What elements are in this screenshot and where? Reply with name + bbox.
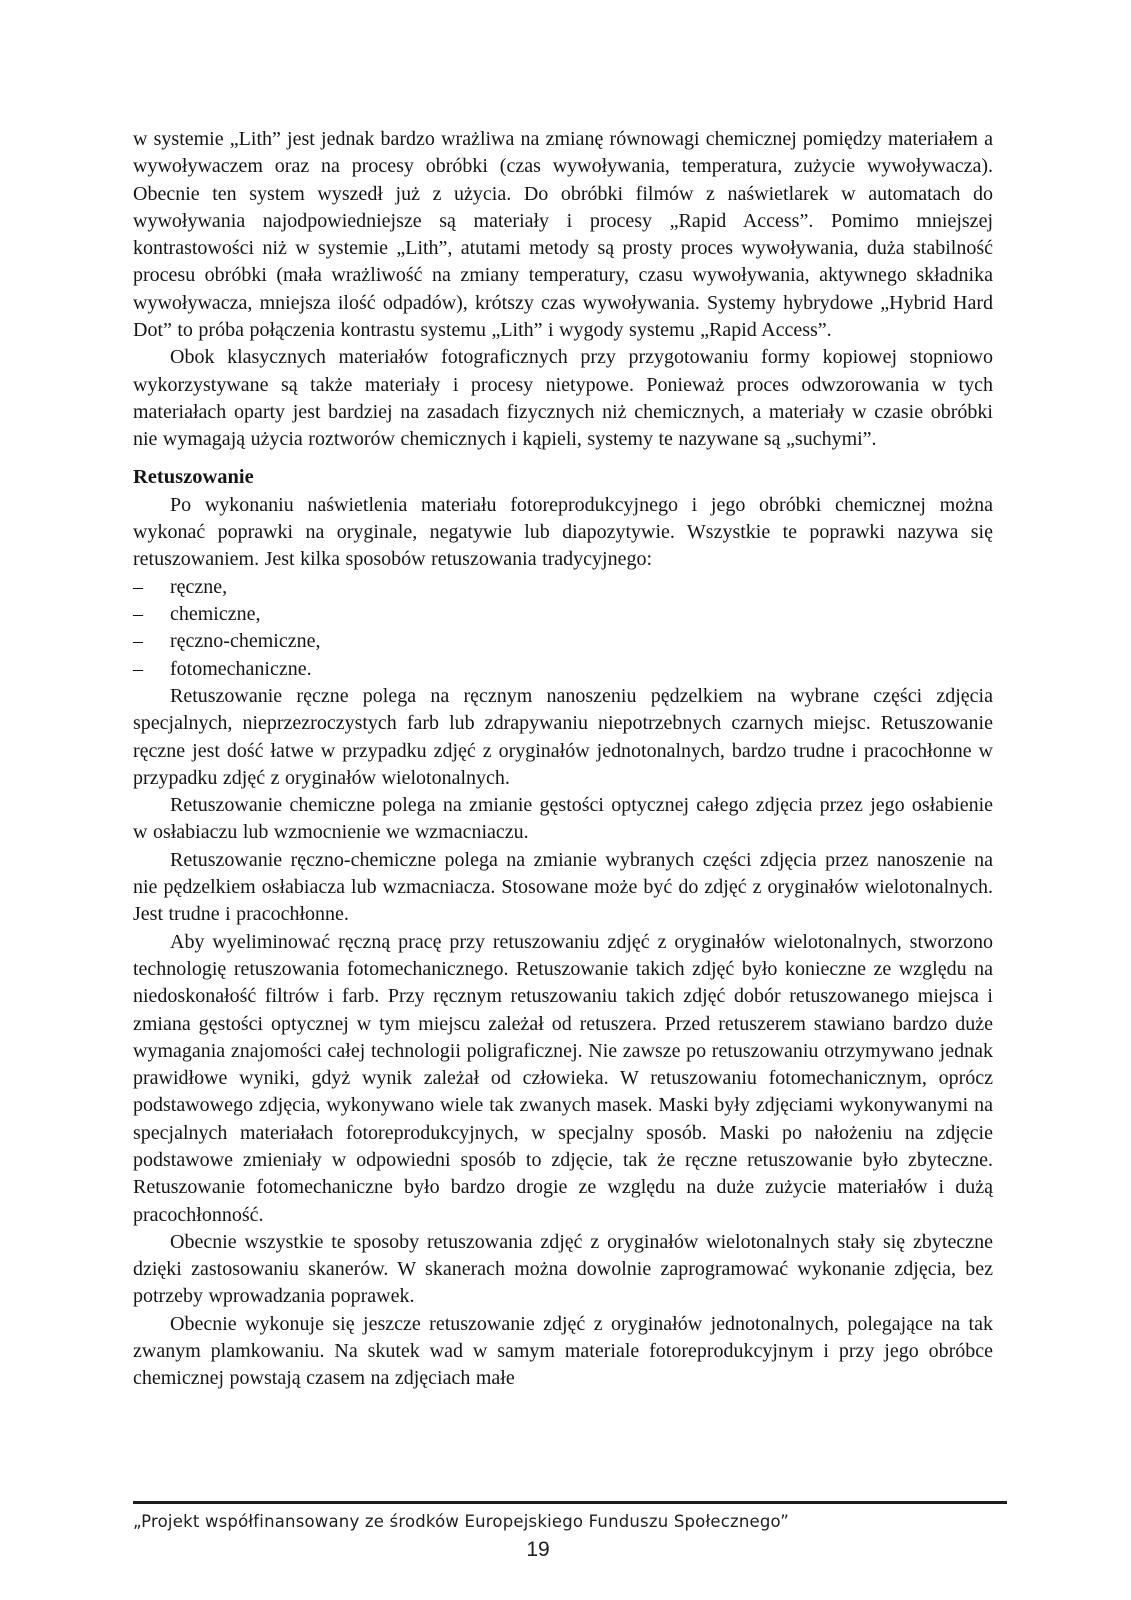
paragraph-retusz-fotomechaniczny: Aby wyeliminować ręczną pracę przy retuszowaniu zdjęć z oryginałów wielotonalnych, stworzono technologię retuszowania fotomechanicznego. Retuszowanie takich zdjęć było konieczne ze względu na niedoskonałość filtrów i farb. Przy ręcznym retuszowaniu takich zdjęć dobór retuszowanego miejsca i zmiana gęstości optycznej w tym miejscu zależał od retuszera. Przed retuszerem stawiano bardzo duże wymagania znajomości całej technologii poligraficznej. Nie zawsze po retuszowaniu otrzymywano jednak prawidłowe wyniki, gdyż wynik zależał od człowieka. W retuszowaniu fotomechanicznym, oprócz podstawowego zdjęcia, wykonywano wiele tak zwanych masek. Maski były zdjęciami wykonywanymi na specjalnych materiałach fotoreprodukcyjnych, w specjalny sposób. Maski po nałożeniu na zdjęcie podstawowe zmieniały w odpowiedni sposób to zdjęcie, tak że ręczne retuszowanie było zbyteczne. Retuszowanie fotomechaniczne było bardzo drogie ze względu na duże zużycie materiałów i dużą pracochłonność. xyxy=(133,930,993,1226)
paragraph-retusz-reczny: Retuszowanie ręczne polega na ręcznym nanoszeniu pędzelkiem na wybrane części zdjęcia specjalnych, nieprzezroczystych farb lub zdrapywaniu niepotrzebnych czarnych miejsc. Retuszowanie ręczne jest dość łatwe w przypadku zdjęć z oryginałów jednotonalnych, bardzo trudne i pracochłonne w przypadku zdjęć z oryginałów wielotonalnych. xyxy=(133,684,993,789)
paragraph-sposoby-retuszowania: Po wykonaniu naświetlenia materiału fotoreprodukcyjnego i jego obróbki chemicznej można wykonać poprawki na oryginale, negatywie lub diapozytywie. Wszystkie te poprawki nazywa się retuszowaniem. Jest kilka sposobów retuszowania tradycyjnego: xyxy=(133,493,993,571)
paragraph-nietypowe-materialy: Obok klasycznych materiałów fotograficznych przy przygotowaniu formy kopiowej stopniowo wykorzystywane są także materiały i procesy nietypowe. Ponieważ proces odwzorowania w tych materiałach oparty jest bardziej na zasadach fizycznych niż chemicznych, a materiały w czasie obróbki nie wymagają użycia roztworów chemicznych i kąpieli, systemy te nazywane są „suchymi”. xyxy=(133,346,993,451)
list-dash-marker: – xyxy=(133,657,143,680)
footer-divider-rule xyxy=(133,1501,1007,1504)
paragraph-lith-system: w systemie „Lith” jest jednak bardzo wrażliwa na zmianę równowagi chemicznej pomiędzy materiałem a wywoływaczem oraz na procesy obróbki (czas wywoływania, temperatura, zużycie wywoływacza). Obecnie ten system wyszedł już z użycia. Do obróbki filmów z naświetlarek w automatach do wywoływania najodpowiedniejsze są materiały i procesy „Rapid Access”. Pomimo mniejszej kontrastowości niż w systemie „Lith”, atutami metody są prosty proces wywoływania, duża stabilność procesu obróbki (mała wrażliwość na zmiany temperatury, czasu wywoływania, aktywnego składnika wywoływacza, mniejsza ilość odpadów), krótszy czas wywoływania. Systemy hybrydowe „Hybrid Hard Dot” to próba połączenia kontrastu systemu „Lith” i wygody systemu „Rapid Access”. xyxy=(133,128,993,342)
footer-funding-note: „Projekt współfinansowany ze środków Europejskiego Funduszu Społecznego” xyxy=(133,1512,789,1531)
page-body xyxy=(133,126,993,1393)
section-heading-retuszowanie: Retuszowanie xyxy=(133,465,254,488)
paragraph-skanery: Obecnie wszystkie te sposoby retuszowania zdjęć z oryginałów wielotonalnych stały się zbyteczne dzięki zastosowaniu skanerów. W skanerach można dowolnie zaprogramować wykonanie zdjęcia, bez potrzeby wprowadzania poprawek. xyxy=(133,1230,993,1308)
list-item-label: chemiczne, xyxy=(170,603,261,626)
paragraph-plamkowanie: Obecnie wykonuje się jeszcze retuszowanie zdjęć z oryginałów jednotonalnych, polegające na tak zwanym plamkowaniu. Na skutek wad w samym materiale fotoreprodukcyjnym i przy jego obróbce chemicznej powstają czasem na zdjęciach małe xyxy=(133,1312,993,1390)
list-item xyxy=(133,601,993,628)
list-dash-marker: – xyxy=(133,630,143,653)
list-dash-marker: – xyxy=(133,603,143,626)
page-number: 19 xyxy=(526,1538,550,1561)
list-item-label: ręczne, xyxy=(170,575,228,598)
list-item xyxy=(133,574,993,601)
list-item-label: ręczno-chemiczne, xyxy=(170,630,321,653)
list-item xyxy=(133,656,993,683)
paragraph-retusz-chemiczny: Retuszowanie chemiczne polega na zmianie gęstości optycznej całego zdjęcia przez jego osłabienie w osłabiaczu lub wzmocnienie we wzmacniaczu. xyxy=(133,794,993,844)
list-dash-marker: – xyxy=(133,575,143,598)
list-item xyxy=(133,628,993,655)
page-footer xyxy=(133,1501,1007,1562)
retouch-methods-list xyxy=(133,574,993,683)
list-item-label: fotomechaniczne. xyxy=(170,657,312,680)
paragraph-retusz-reczno-chemiczny: Retuszowanie ręczno-chemiczne polega na zmianie wybranych części zdjęcia przez nanoszenie na nie pędzelkiem osłabiacza lub wzmacniacza. Stosowane może być do zdjęć z oryginałów wielotonalnych. Jest trudne i pracochłonne. xyxy=(133,848,993,926)
